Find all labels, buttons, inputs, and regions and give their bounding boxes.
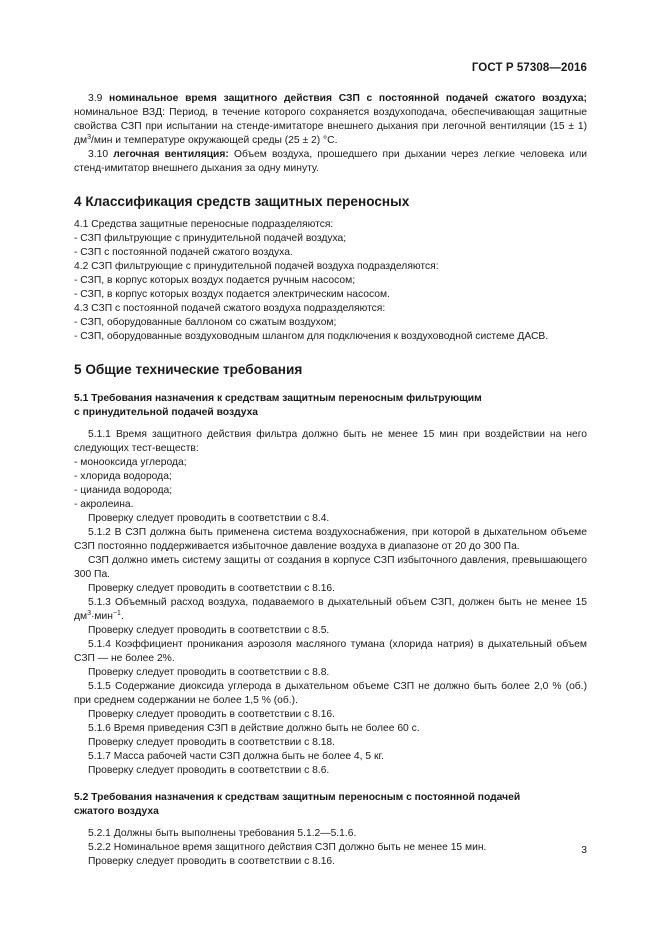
clause-5-1-6: 5.1.6 Время приведения СЗП в действие должно быть не более 60 с. bbox=[88, 723, 420, 734]
check-8-4: Проверку следует проводить в соответствии с 8.4. bbox=[88, 513, 330, 524]
subsection-5-1-heading-line-2: с принудительной подачей воздуха bbox=[74, 407, 259, 418]
definition-3-9-term: номинальное время защитного действия СЗП с постоянной подачей сжатого воздуха; bbox=[109, 93, 587, 104]
page-number: 3 bbox=[581, 845, 587, 856]
section-4-heading: 4 Классификация средств защитных переносных bbox=[74, 194, 410, 209]
subsection-5-1-heading-line-1: 5.1 Требования назначения к средствам защитным переносным фильтрующим bbox=[74, 393, 482, 404]
check-8-16-a: Проверку следует проводить в соответствии с 8.16. bbox=[88, 583, 336, 594]
clause-5-1-3-sup-1: 3 bbox=[87, 610, 91, 617]
check-8-8: Проверку следует проводить в соответствии с 8.8. bbox=[88, 667, 330, 678]
definition-3-9 bbox=[74, 92, 587, 148]
definition-3-9-number: 3.9 bbox=[88, 93, 103, 104]
clause-5-1-1: 5.1.1 Время защитного действия фильтра должно быть не менее 15 мин при воздействии на него следующих тест-веществ: bbox=[74, 429, 587, 454]
definition-3-10-term: легочная вентиляция: bbox=[113, 149, 229, 160]
list-item-hcl: - хлорида водорода; bbox=[74, 471, 172, 482]
s4-line-4: 4.2 СЗП фильтрующие с принудительной подачей воздуха подразделяются: bbox=[74, 261, 439, 272]
clause-5-1-3-text-a: 5.1.3 Объемный расход воздуха, подаваемого в дыхательный объем СЗП, должен быть не менее 15 дм bbox=[74, 597, 587, 622]
definition-3-9-sup: 3 bbox=[87, 134, 91, 141]
list-item-hcn: - цианида водорода; bbox=[74, 485, 173, 496]
clause-5-1-3 bbox=[74, 596, 587, 624]
s4-line-1: 4.1 Средства защитные переносные подразделяются: bbox=[74, 219, 334, 230]
clause-5-1-2: 5.1.2 В СЗП должна быть применена система воздухоснабжения, при которой в дыхательном объеме СЗП постоянно поддерживается избыточное давление воздуха в диапазоне от 20 до 300 Па. bbox=[74, 527, 587, 552]
clause-5-1-3-mid: ·мин bbox=[91, 611, 113, 622]
check-8-16-c: Проверку следует проводить в соответствии с 8.16. bbox=[88, 856, 336, 867]
definition-3-10-number: 3.10 bbox=[88, 149, 109, 160]
s4-line-5: - СЗП, в корпус которых воздух подается ручным насосом; bbox=[74, 275, 356, 286]
definition-3-10-text: Объем воздуха, прошедшего при дыхании через легкие человека или стенд-имитатор внешнего дыхания за одну минуту. bbox=[74, 149, 587, 174]
s4-line-9: - СЗП, оборудованные воздуховодным шлангом для подключения к воздуховодной системе ДАСВ. bbox=[74, 331, 549, 342]
list-item-acrolein: - акролеина. bbox=[74, 499, 134, 510]
definition-3-9-text-a: номинальное ВЗД: Период, в течение которого сохраняется воздухоподача, обеспечивающая защитные свойства СЗП при испытании на стенде-имитаторе внешнего дыхания при легочной вентиляции (15 ± 1) дм bbox=[74, 107, 587, 146]
s4-line-6: - СЗП, в корпус которых воздух подается электрическим насосом. bbox=[74, 289, 390, 300]
check-8-6: Проверку следует проводить в соответствии с 8.6. bbox=[88, 765, 330, 776]
subsection-5-2-heading-line-2: сжатого воздуха bbox=[74, 806, 159, 817]
s4-line-3: - СЗП с постоянной подачей сжатого воздуха. bbox=[74, 247, 293, 258]
clause-5-2-1: 5.2.1 Должны быть выполнены требования 5.1.2—5.1.6. bbox=[88, 828, 357, 839]
list-item-co: - монооксида углерода; bbox=[74, 457, 187, 468]
clause-5-1-3-sup-2: −1 bbox=[112, 610, 121, 617]
standard-header: ГОСТ Р 57308—2016 bbox=[471, 62, 587, 74]
clause-5-1-5: 5.1.5 Содержание диоксида углерода в дыхательном объеме СЗП не должно быть более 2,0 % (об.) при среднем содержании не более 1,5 % (об.). bbox=[74, 681, 587, 706]
clause-5-2-2: 5.2.2 Номинальное время защитного действия СЗП должно быть не менее 15 мин. bbox=[88, 842, 487, 853]
s4-line-7: 4.3 СЗП с постоянной подачей сжатого воздуха подразделяются: bbox=[74, 303, 386, 314]
definition-3-10 bbox=[74, 148, 587, 176]
page-body bbox=[74, 92, 587, 869]
definition-3-9-text-b: /мин и температуре окружающей среды (25 ± 2) °С. bbox=[91, 135, 338, 146]
check-8-16-b: Проверку следует проводить в соответствии с 8.16. bbox=[88, 709, 336, 720]
clause-5-1-7: 5.1.7 Масса рабочей части СЗП должна быть не более 4, 5 кг. bbox=[88, 751, 384, 762]
clause-5-1-4: 5.1.4 Коэффициент проникания аэрозоля масляного тумана (хлорида натрия) в дыхательный объем СЗП — не более 2%. bbox=[74, 639, 587, 664]
s4-line-8: - СЗП, оборудованные баллоном со сжатым воздухом; bbox=[74, 317, 337, 328]
check-8-5: Проверку следует проводить в соответствии с 8.5. bbox=[88, 625, 330, 636]
s4-line-2: - СЗП фильтрующие с принудительной подачей воздуха; bbox=[74, 233, 347, 244]
clause-5-1-2-b: СЗП должно иметь систему защиты от создания в корпусе СЗП избыточного давления, превышающего 300 Па. bbox=[74, 555, 587, 580]
check-8-18: Проверку следует проводить в соответствии с 8.18. bbox=[88, 737, 336, 748]
clause-5-1-3-text-b: . bbox=[120, 611, 124, 622]
section-5-heading: 5 Общие технические требования bbox=[74, 362, 303, 377]
subsection-5-2-heading-line-1: 5.2 Требования назначения к средствам защитным переносным с постоянной подачей bbox=[74, 792, 521, 803]
